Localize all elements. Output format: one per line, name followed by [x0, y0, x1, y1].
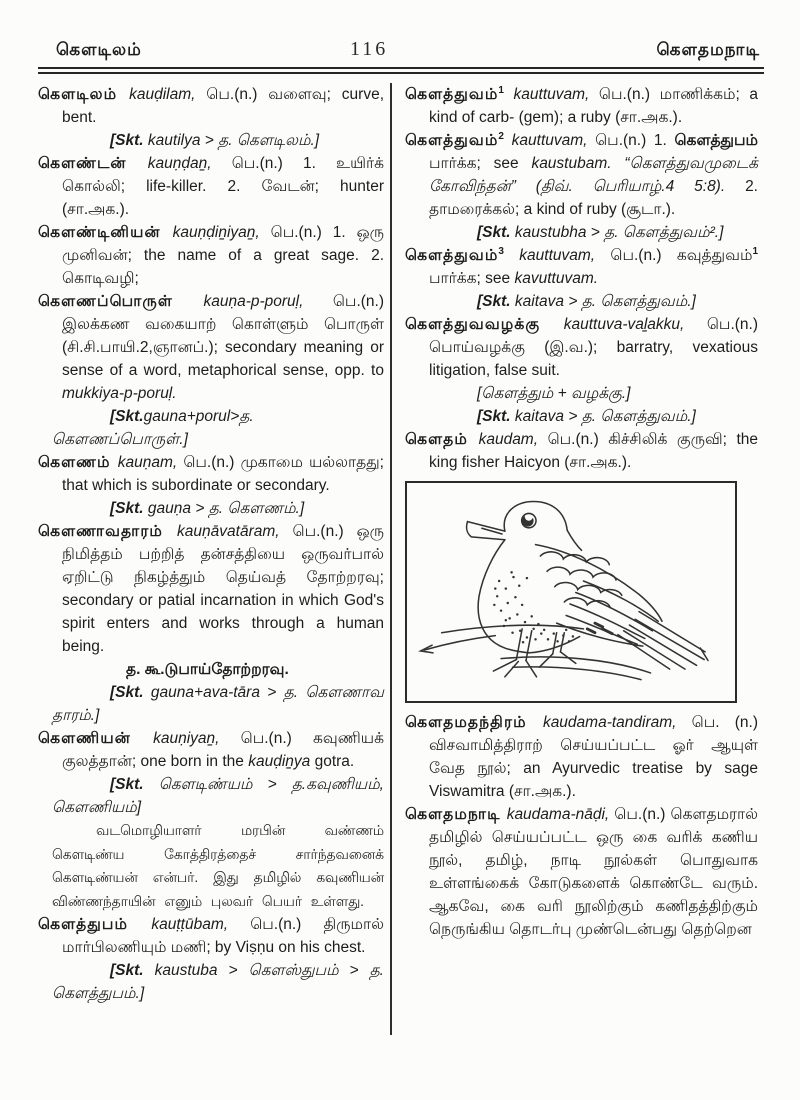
page-number: 116 [349, 38, 389, 60]
text-segment: kaitava > த. கெளத்துவம்.] [514, 293, 696, 310]
text-segment: [கெளத்தும் + வழக்கு.] [477, 385, 631, 402]
text-segment: பெ. (n.) விசவாமித்திராற் செய்யப்பட்ட ஓர் ஆயுள் வேத நூல்; an Ayurvedic treatise by sage Viswamitra (சா.அக.). [429, 714, 758, 800]
text-segment: பெ.(n.) 1. [595, 132, 675, 149]
text-segment: பார்க்க; see [429, 155, 532, 172]
text-segment: கெளடிலம் [38, 86, 130, 103]
dictionary-etym [38, 959, 384, 1005]
text-segment [504, 247, 519, 264]
text-segment: கெளதமநாடி [405, 806, 507, 823]
dictionary-entry [38, 83, 384, 129]
text-segment: பெ.(n.) கவுணியக் குலத்தான்; one born in the [62, 730, 384, 770]
text-segment: கெளணியன் [38, 730, 154, 747]
text-segment: 2 [498, 130, 504, 142]
text-segment: பெ.(n.) 1. உயிர்க் கொல்லி; life-killer. 2. வேடன்; hunter (சா.அக.). [62, 155, 384, 218]
dictionary-entry [38, 152, 384, 221]
text-segment: kauṇam, [117, 454, 184, 471]
text-segment: [Skt. [110, 132, 148, 149]
text-segment: kavuttuvam. [514, 270, 599, 287]
text-segment: kauttuvam, [519, 247, 611, 264]
text-segment: [Skt. [477, 224, 515, 241]
page-header [38, 38, 764, 62]
text-segment: 2. தாமரைக்கல்; a kind of ruby (சூடா.). [429, 178, 758, 218]
dictionary-entry [38, 221, 384, 290]
two-column-body [38, 83, 764, 1035]
text-segment: kauḍilam, [129, 86, 207, 103]
header-right-guideword: கெளதமநாடி [656, 40, 760, 59]
text-segment: கெளத்துவம் [405, 132, 499, 149]
dictionary-entry [38, 520, 384, 658]
text-segment: பெ.(n.) ஒரு நிமித்தம் பற்றித் தன்சத்தியை ஒருவர்பால் ஏறிட்டு நிகழ்த்தும் தெய்வத் தோற்றரவு; secondary or patial incarnation in which God's spirit enters and works through a human being. [62, 523, 384, 655]
text-segment: kauṭṭūbam, [151, 916, 251, 933]
text-segment: பெ.(n.) 1. ஒரு முனிவன்; the name of a great sage. 2. கொடிவழி; [62, 224, 385, 287]
text-segment [504, 132, 512, 149]
text-segment: kautilya > த. கெளடிலம்.] [147, 132, 320, 149]
text-segment: kaudama-tandiram, [542, 714, 692, 731]
text-segment: கெளணப்பொருள் [38, 293, 204, 310]
text-segment: kauttuva-vaḻakku, [563, 316, 707, 333]
right-column-top-entries [405, 83, 758, 474]
text-segment: 1 [752, 245, 758, 257]
text-segment: பெ.(n.) கவுத்துவம் [610, 247, 753, 264]
text-segment: kauttuvam, [513, 86, 599, 103]
text-segment: [Skt. [110, 684, 151, 701]
text-segment: gauna+porul>த. கெளணப்பொருள்.] [52, 408, 254, 448]
text-segment: கெளத்துவம் [405, 247, 499, 264]
dictionary-entry [405, 129, 758, 221]
text-segment: 3 [498, 245, 504, 257]
text-segment: kaudam, [478, 431, 548, 448]
dictionary-etym [405, 382, 758, 405]
text-segment: kauṇḍiṉiyaṉ, [172, 224, 271, 241]
dictionary-entry [405, 711, 758, 803]
text-segment: பெ.(n.) வளைவு; curve, bent. [62, 86, 384, 126]
right-column-bottom-entries [405, 711, 758, 941]
text-segment: kauṇa-p-poruḷ, [203, 293, 333, 310]
dictionary-etym [38, 497, 384, 520]
dictionary-etym [38, 405, 384, 451]
text-segment: கெளண்டன் [38, 155, 148, 172]
dictionary-entry [38, 727, 384, 773]
text-segment: கெளதம் [405, 431, 479, 448]
text-segment: பெ.(n.) கிச்சிலிக் குருவி; the king fisher Haicyon (சா.அக.). [429, 431, 759, 471]
text-segment: kaustuba > கெளஸ்துபம் > த. கெளத்துபம்.] [52, 962, 384, 1002]
text-segment: கெளண்டினியன் [38, 224, 173, 241]
text-segment [504, 86, 514, 103]
dictionary-etym [38, 681, 384, 727]
dictionary-etym [405, 290, 758, 313]
text-segment: [Skt. [477, 293, 515, 310]
header-double-rule [38, 67, 764, 74]
dictionary-entry [405, 244, 758, 290]
text-segment: kaudama-nāḍi, [506, 806, 615, 823]
text-segment: கெளணம் [38, 454, 118, 471]
dictionary-entry [405, 803, 758, 941]
text-segment: பெ.(n.) பொய்வழக்கு (இ.வ.); barratry, vexatious litigation, false suit. [429, 316, 758, 379]
dictionary-entry [38, 290, 384, 405]
text-segment: kaitava > த. கெளத்துவம்.] [514, 408, 696, 425]
dictionary-entry [38, 913, 384, 959]
kingfisher-bird-illustration [412, 489, 730, 695]
left-column [38, 83, 390, 1035]
text-segment: gotra. [314, 753, 355, 770]
text-segment: kauḍiṉya [248, 753, 315, 770]
text-segment: kauṇiyaṉ, [153, 730, 241, 747]
text-segment: [Skt. [477, 408, 515, 425]
dictionary-etym [405, 221, 758, 244]
dictionary-etym [38, 773, 384, 819]
text-segment: “கெளத்துவமுடைக் கோவிந்தன்” (திவ். பெரியாழ்.4 5:8). [429, 155, 758, 195]
text-segment: கெளத்துவவழக்கு [405, 316, 564, 333]
text-segment: பெ.(n.) முகாமை யல்லாதது; that which is subordinate or secondary. [62, 454, 384, 494]
text-segment: கெளத்துபம் [38, 916, 152, 933]
text-segment: [Skt. [110, 500, 148, 517]
dictionary-entry [405, 428, 758, 474]
text-segment: gauṇa > த. கெளணம்.] [147, 500, 305, 517]
text-segment: த. கூ.டுபாய்தோற்றரவு. [126, 661, 289, 678]
dictionary-entry [405, 83, 758, 129]
text-segment: பெ.(n.) மாணிக்கம்; a kind of carb- (gem); a ruby (சா.அக.). [429, 86, 758, 126]
text-segment: [Skt. [110, 776, 159, 793]
text-segment: gauna+ava-tāra > த. கெளணாவ தாரம்.] [52, 684, 384, 724]
text-segment: பார்க்க; see [429, 270, 515, 287]
text-segment: kaustubam. [531, 155, 625, 172]
text-segment: கெளடிண்யம் > த.கவுணியம், கெளணியம்] [52, 776, 384, 816]
dictionary-entry [38, 451, 384, 497]
figure-frame [405, 481, 737, 703]
text-segment: kauṇḍaṉ, [147, 155, 232, 172]
text-segment: பெ.(n.) திருமால் மார்பிலணியும் மணி; by Viṣṇu on his chest. [62, 916, 384, 956]
text-segment: கெளணாவதாரம் [38, 523, 178, 540]
dictionary-note [38, 819, 384, 913]
text-segment: kauttuvam, [511, 132, 596, 149]
dictionary-etym-left [38, 658, 384, 681]
dictionary-entry [405, 313, 758, 382]
text-segment: வடமொழியாளர் மரபின் வண்ணம் கெளடிண்ய கோத்திரத்தைச் சார்ந்தவனைக் கெளடிண்யன் என்பர். இது தமிழில் கவுணியன் விண்ணந்தாயின் எனும் புலவர் பெயர் உள்ளது. [52, 823, 384, 909]
text-segment: mukkiya-p-poruḷ. [62, 385, 177, 402]
dictionary-etym [405, 405, 758, 428]
text-segment: 1 [498, 84, 504, 96]
text-segment: கெளத்துபம் [674, 132, 758, 149]
text-segment: [Skt. [110, 962, 155, 979]
text-segment: பெ.(n.) கெளதமரால் தமிழில் செய்யப்பட்ட ஒரு கை வரிக் கணிய நூல், தமிழ், நாடி நூல்கள் பொதுவாக உள்ளங்கைக் கோடுகளைக் கொண்டே வரும். ஆகவே, கை வரி நூலிற்கும் கணிதத்திற்கும் நெருங்கிய தொடர்பு முண்டென்பது தெற்றென [429, 806, 759, 938]
text-segment: kaustubha > த. கெளத்துவம்².] [514, 224, 724, 241]
text-segment: கெளதமதந்திரம் [405, 714, 543, 731]
right-column [392, 83, 758, 1035]
text-segment: [Skt. [110, 408, 144, 425]
text-segment: பெ.(n.) இலக்கண வகையாற் கொள்ளும் பொருள் (சி.சி.பாயி.2,ஞானப்.); secondary meaning or sense of a word, metaphorical sense, opp. to [62, 293, 384, 379]
header-left-guideword: கெளடிலம் [56, 40, 142, 59]
text-segment: kauṇāvatāram, [177, 523, 293, 540]
text-segment: கெளத்துவம் [405, 86, 499, 103]
dictionary-etym [38, 129, 384, 152]
